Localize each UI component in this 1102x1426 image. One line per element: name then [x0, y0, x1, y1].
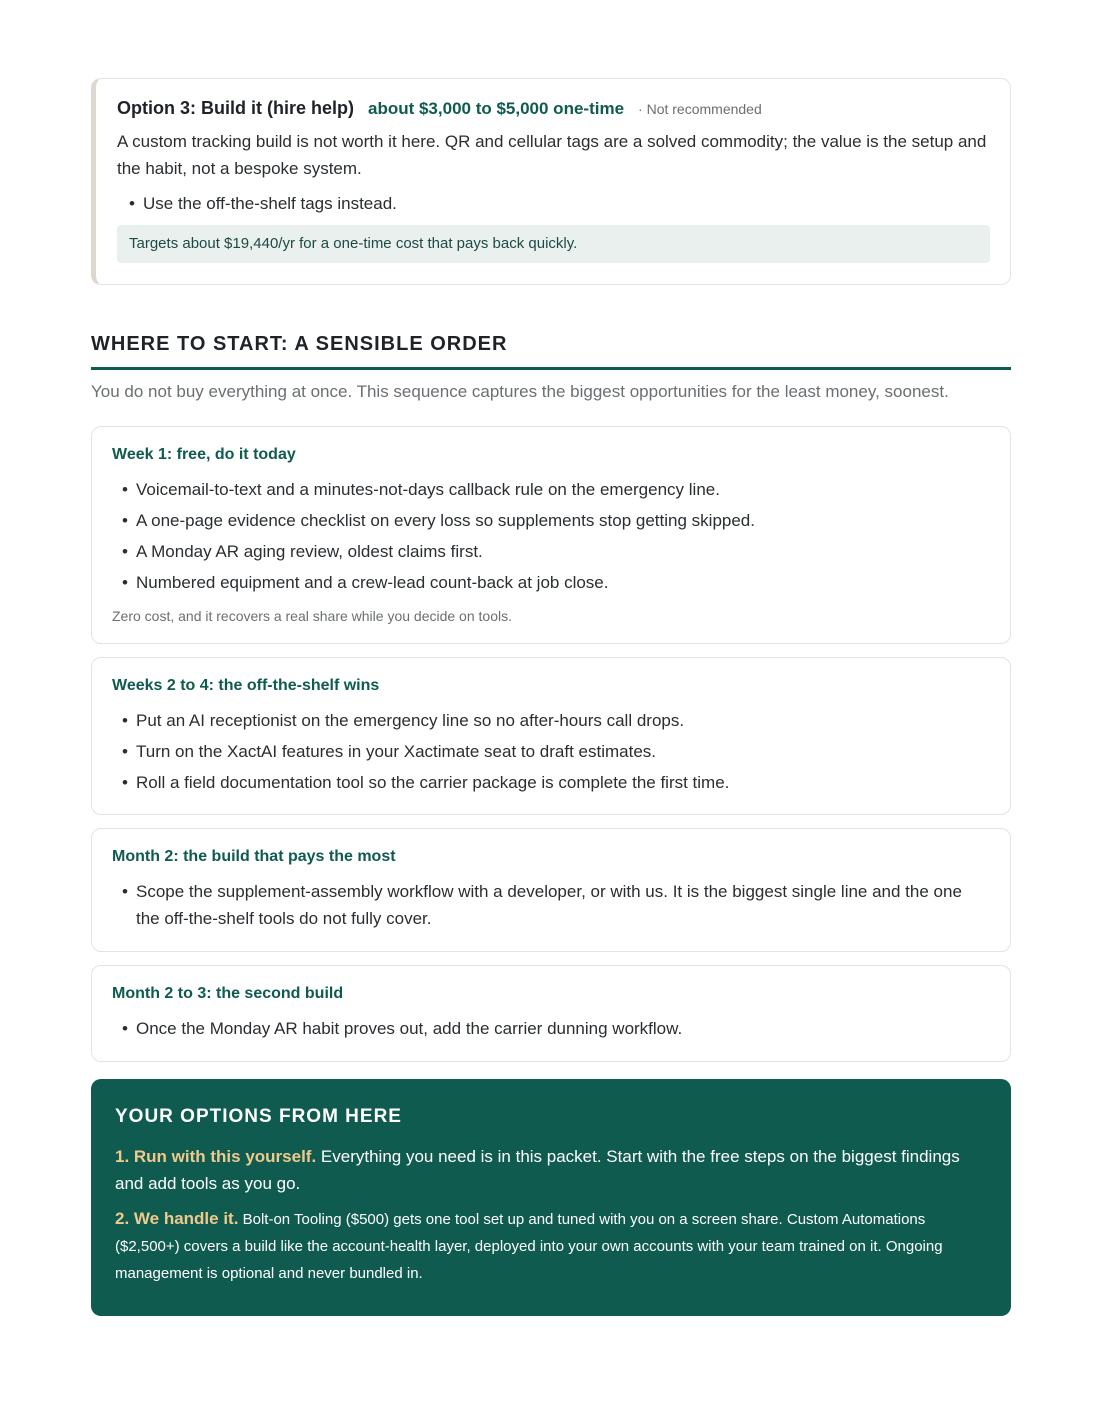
list-item	[122, 878, 990, 932]
list-item-text: A Monday AR aging review, oldest claims first.	[136, 542, 483, 561]
list-item-text: Numbered equipment and a crew-lead count-back at job close.	[136, 573, 609, 592]
option-2-text: Bolt-on Tooling ($500) gets one tool set up and tuned with you on a screen share. Custom Automations ($2,500+) covers a build like the account-health layer, deployed into your own accounts with your team trained on it. Ongoing management is optional and never bundled in.	[115, 1211, 943, 1282]
list-item-text: Scope the supplement-assembly workflow with a developer, or with us. It is the biggest single line and the one the off-the-shelf tools do not fully cover.	[136, 882, 962, 928]
step-list	[112, 1015, 990, 1042]
list-item	[122, 476, 990, 503]
list-item-text: Put an AI receptionist on the emergency line so no after-hours call drops.	[136, 711, 685, 730]
list-item	[122, 769, 990, 796]
options-panel	[91, 1079, 1011, 1316]
option-we-handle-it	[115, 1205, 987, 1287]
step-list	[112, 476, 990, 596]
step-title: Week 1: free, do it today	[112, 446, 296, 463]
list-item	[122, 538, 990, 565]
list-item-text: Turn on the XactAI features in your Xactimate seat to draft estimates.	[136, 742, 657, 761]
bullet-icon: •	[122, 542, 128, 561]
bullet-icon: •	[122, 711, 128, 730]
option-3-bullets	[117, 190, 990, 217]
option-1-text: Everything you need is in this packet. Start with the free steps on the biggest findings and add tools as you go.	[115, 1147, 960, 1193]
bullet-icon: •	[122, 480, 128, 499]
list-item-text: Roll a field documentation tool so the carrier package is complete the first time.	[136, 773, 730, 792]
option-3-tag: · Not recommended	[638, 101, 762, 117]
section-title: WHERE TO START: A SENSIBLE ORDER	[91, 333, 508, 355]
step-list	[112, 707, 990, 796]
bullet-icon: •	[122, 773, 128, 792]
bullet-icon: •	[122, 573, 128, 592]
step-card-week-1	[91, 426, 1011, 644]
step-list	[112, 878, 990, 932]
bullet-icon: •	[122, 882, 128, 901]
option-3-description: A custom tracking build is not worth it here. QR and cellular tags are a solved commodity; the value is the setup and the habit, not a bespoke system.	[117, 132, 987, 178]
list-item-text: Once the Monday AR habit proves out, add the carrier dunning workflow.	[136, 1019, 683, 1038]
option-3-header	[117, 98, 990, 119]
step-note: Zero cost, and it recovers a real share while you decide on tools.	[112, 608, 512, 624]
step-card-month-2	[91, 828, 1011, 952]
bullet-icon: •	[122, 1019, 128, 1038]
step-card-weeks-2-4	[91, 657, 1011, 815]
step-title: Month 2 to 3: the second build	[112, 985, 344, 1002]
step-title: Month 2: the build that pays the most	[112, 848, 396, 865]
step-card-month-2-3	[91, 965, 1011, 1062]
list-item-text: A one-page evidence checklist on every loss so supplements stop getting skipped.	[136, 511, 755, 530]
page	[91, 78, 1011, 1316]
list-item-text: Voicemail-to-text and a minutes-not-days callback rule on the emergency line.	[136, 480, 720, 499]
option-3-note: Targets about $19,440/yr for a one-time cost that pays back quickly.	[117, 225, 990, 263]
section-subtitle: You do not buy everything at once. This sequence captures the biggest opportunities for the least money, soonest.	[91, 382, 949, 401]
list-item	[122, 569, 990, 596]
option-3-title: Option 3: Build it (hire help)	[117, 98, 354, 118]
option-2-lead: 2. We handle it.	[115, 1209, 239, 1228]
list-item	[129, 190, 990, 217]
option-3-price: about $3,000 to $5,000 one-time	[367, 99, 625, 118]
bullet-icon: •	[122, 511, 128, 530]
list-item	[122, 738, 990, 765]
option-3-bullet-text: Use the off-the-shelf tags instead.	[143, 194, 397, 213]
step-title: Weeks 2 to 4: the off-the-shelf wins	[112, 677, 380, 694]
option-run-yourself	[115, 1143, 987, 1197]
option-3-card	[91, 78, 1011, 285]
section-divider	[91, 367, 1011, 370]
bullet-icon: •	[122, 742, 128, 761]
options-title: YOUR OPTIONS FROM HERE	[115, 1106, 402, 1127]
list-item	[122, 1015, 990, 1042]
bullet-icon: •	[129, 194, 135, 213]
list-item	[122, 507, 990, 534]
option-1-lead: 1. Run with this yourself.	[115, 1147, 317, 1166]
list-item	[122, 707, 990, 734]
